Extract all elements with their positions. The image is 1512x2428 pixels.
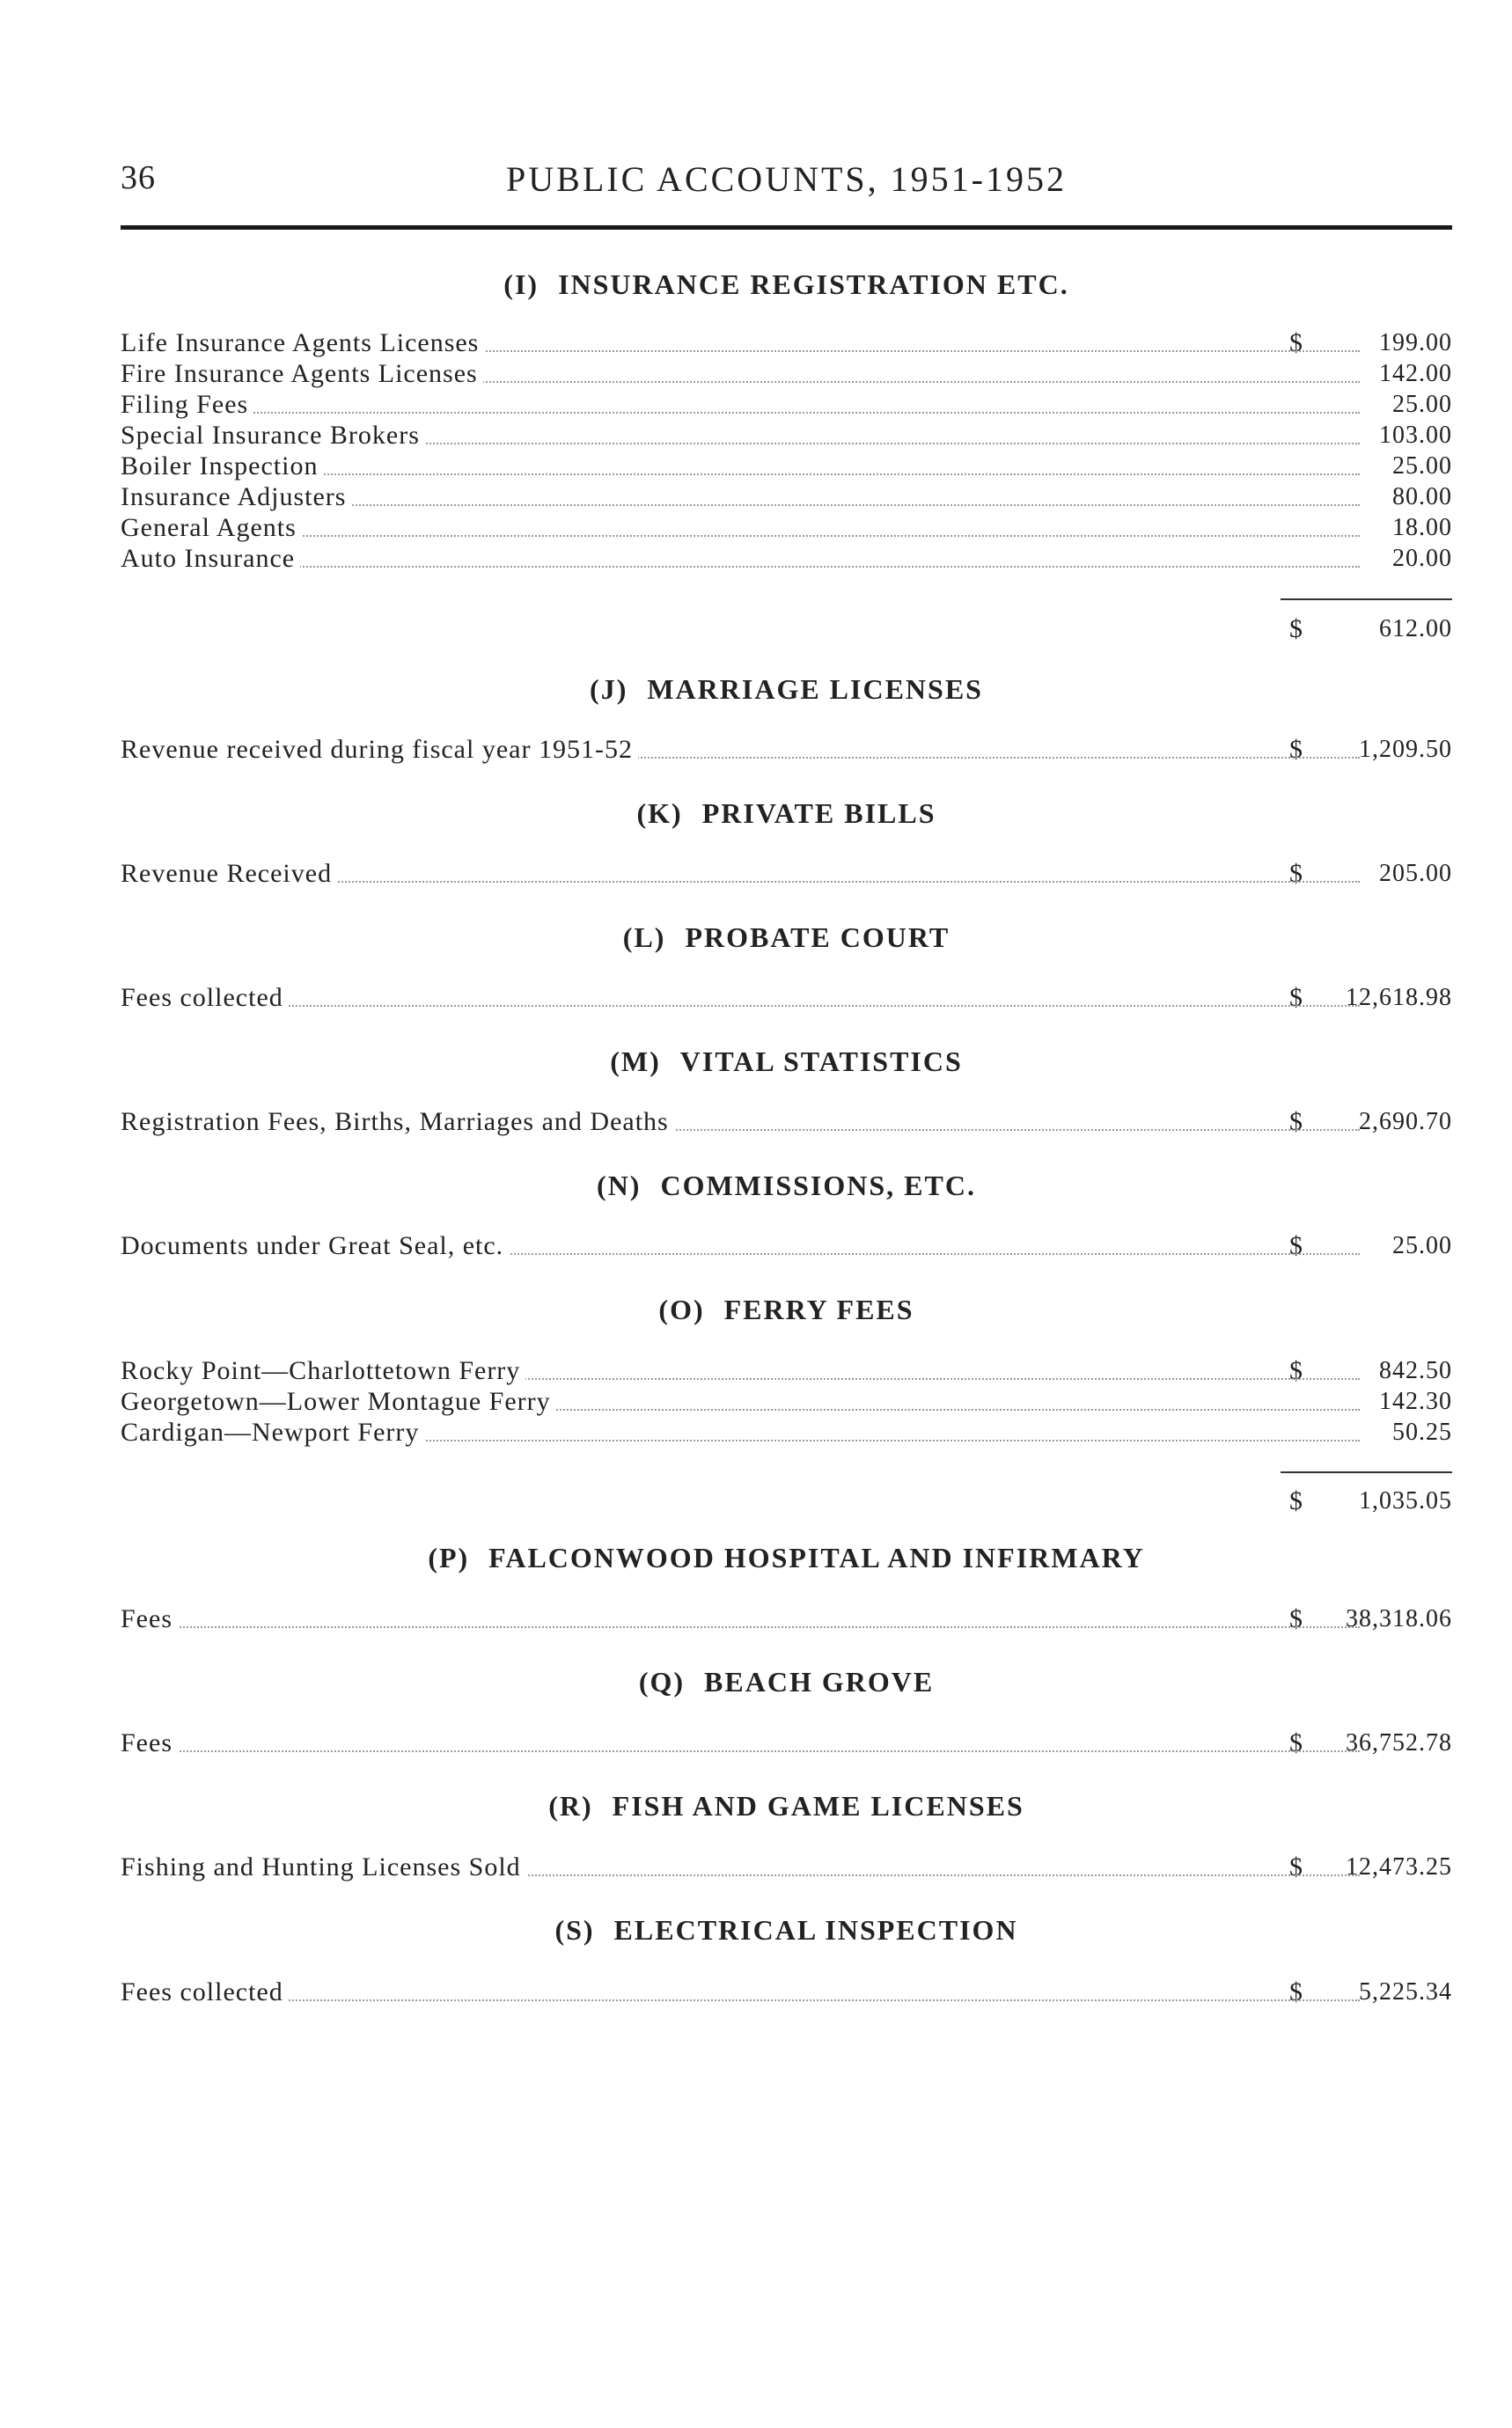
dollar-sign: $ [1289,735,1303,764]
section-letter: (S) [554,1914,595,1946]
dot-leader [121,412,1360,414]
section-title-vital-statistics [121,1045,1452,1078]
section-heading: BEACH GROVE [704,1666,935,1698]
dollar-sign: $ [1289,1356,1303,1385]
section-title-ferry-fees [121,1294,1452,1326]
section-heading: FISH AND GAME LICENSES [612,1790,1024,1822]
line-item-label: Fishing and Hunting Licenses Sold [121,1852,526,1883]
line-item-amount: 36,752.78 [1346,1729,1452,1757]
line-item [121,420,1452,451]
line-item-label: Special Insurance Brokers [121,420,425,451]
section-letter: (N) [597,1170,642,1201]
page-number: 36 [121,159,156,196]
page-header [121,158,1452,211]
dollar-sign: $ [1289,1604,1303,1633]
dot-leader [121,1999,1360,2001]
dot-leader [121,566,1360,568]
line-item [121,982,1452,1014]
section-title-beach-grove [121,1666,1452,1698]
section-letter: (K) [636,797,683,829]
line-item-label: Revenue Received [121,858,337,890]
section-letter: (L) [622,921,666,953]
line-item-amount: 142.30 [1379,1388,1452,1415]
line-item [121,543,1452,575]
line-item [121,1230,1452,1262]
section-letter: (R) [548,1790,593,1822]
line-item-amount: 199.00 [1379,329,1452,356]
dollar-sign: $ [1289,859,1303,888]
running-title: PUBLIC ACCOUNTS, 1951-1952 [506,159,1067,199]
line-item-label: Fees collected [121,982,289,1014]
section-title-probate-court [121,921,1452,954]
line-item [121,327,1452,359]
dollar-sign: $ [1289,1107,1303,1136]
line-item-label: Rocky Point—Charlottetown Ferry [121,1355,525,1387]
section-heading: FALCONWOOD HOSPITAL AND INFIRMARY [488,1542,1145,1573]
dot-leader [121,1005,1360,1007]
section-letter: (M) [610,1045,661,1077]
section-heading: MARRIAGE LICENSES [647,673,983,705]
dollar-sign: $ [1289,983,1303,1012]
section-total [121,1485,1452,1517]
section-title-falconwood-hospital-and-infirmary [121,1542,1452,1574]
total-amount: 1,035.05 [1359,1487,1452,1515]
line-item [121,1727,1452,1759]
line-item-label: Insurance Adjusters [121,481,351,513]
line-item-amount: 2,690.70 [1359,1108,1452,1135]
line-item [121,481,1452,513]
section-letter: (P) [428,1542,470,1573]
line-item [121,1355,1452,1387]
line-item-label: Cardigan—Newport Ferry [121,1417,424,1449]
line-item [121,858,1452,890]
line-item [121,1417,1452,1449]
line-item [121,1852,1452,1883]
line-item-label: Georgetown—Lower Montague Ferry [121,1386,556,1418]
dot-leader [121,1626,1360,1628]
line-item-amount: 38,318.06 [1346,1605,1452,1632]
line-item-label: Revenue received during fiscal year 1951-52 [121,734,638,766]
line-item-label: Fire Insurance Agents Licenses [121,358,483,390]
line-item-label: Life Insurance Agents Licenses [121,327,484,359]
section-heading: PRIVATE BILLS [701,797,936,829]
line-item [121,1603,1452,1635]
section-title-insurance-registration-etc [121,268,1452,301]
line-item-label: Fees [121,1603,178,1635]
header-rule [121,225,1452,230]
line-item-amount: 205.00 [1379,860,1452,887]
line-item-label: Auto Insurance [121,543,300,575]
section-heading: FERRY FEES [723,1294,914,1325]
line-item-amount: 12,473.25 [1346,1853,1452,1881]
section-heading: COMMISSIONS, ETC. [660,1170,976,1201]
line-item-amount: 50.25 [1392,1419,1452,1446]
section-total [121,613,1452,645]
line-item [121,734,1452,766]
dollar-sign: $ [1289,1486,1303,1515]
dollar-sign: $ [1289,328,1303,357]
section-letter: (I) [503,268,539,300]
line-item [121,1977,1452,2008]
line-item-amount: 80.00 [1392,483,1452,510]
line-item-amount: 20.00 [1392,545,1452,572]
section-title-electrical-inspection [121,1914,1452,1947]
total-rule [1281,598,1452,600]
dollar-sign: $ [1289,614,1303,643]
line-item [121,358,1452,390]
line-item-amount: 142.00 [1379,360,1452,387]
dollar-sign: $ [1289,1728,1303,1757]
line-item-label: Boiler Inspection [121,451,323,482]
line-item-label: Fees [121,1727,178,1759]
line-item-label: General Agents [121,512,302,544]
line-item-amount: 25.00 [1392,391,1452,418]
section-title-commissions-etc [121,1170,1452,1202]
line-item-amount: 842.50 [1379,1357,1452,1384]
section-title-fish-and-game-licenses [121,1790,1452,1823]
section-heading: PROBATE COURT [685,921,951,953]
line-item [121,1106,1452,1138]
dollar-sign: $ [1289,1231,1303,1260]
dollar-sign: $ [1289,1852,1303,1882]
section-letter: (O) [658,1294,705,1325]
dollar-sign: $ [1289,1977,1303,2006]
line-item-amount: 1,209.50 [1359,736,1452,763]
line-item-label: Documents under Great Seal, etc. [121,1230,509,1262]
section-letter: (J) [590,673,628,705]
line-item-amount: 25.00 [1392,452,1452,480]
total-amount: 612.00 [1379,615,1452,642]
section-heading: INSURANCE REGISTRATION ETC. [558,268,1069,300]
line-item [121,1386,1452,1418]
section-heading: ELECTRICAL INSPECTION [613,1914,1018,1946]
line-item [121,389,1452,421]
line-item-amount: 5,225.34 [1359,1978,1452,2006]
line-item-amount: 12,618.98 [1346,984,1452,1011]
section-heading: VITAL STATISTICS [679,1045,963,1077]
line-item-amount: 18.00 [1392,514,1452,541]
line-item [121,451,1452,482]
line-item-amount: 103.00 [1379,422,1452,449]
section-title-private-bills [121,797,1452,830]
line-item-amount: 25.00 [1392,1232,1452,1259]
section-letter: (Q) [638,1666,686,1698]
dot-leader [121,535,1360,537]
line-item-label: Filing Fees [121,389,253,421]
line-item-label: Registration Fees, Births, Marriages and Deaths [121,1106,674,1138]
section-title-marriage-licenses [121,673,1452,706]
total-rule [1281,1471,1452,1473]
line-item-label: Fees collected [121,1977,289,2008]
dot-leader [121,1750,1360,1752]
line-item [121,512,1452,544]
